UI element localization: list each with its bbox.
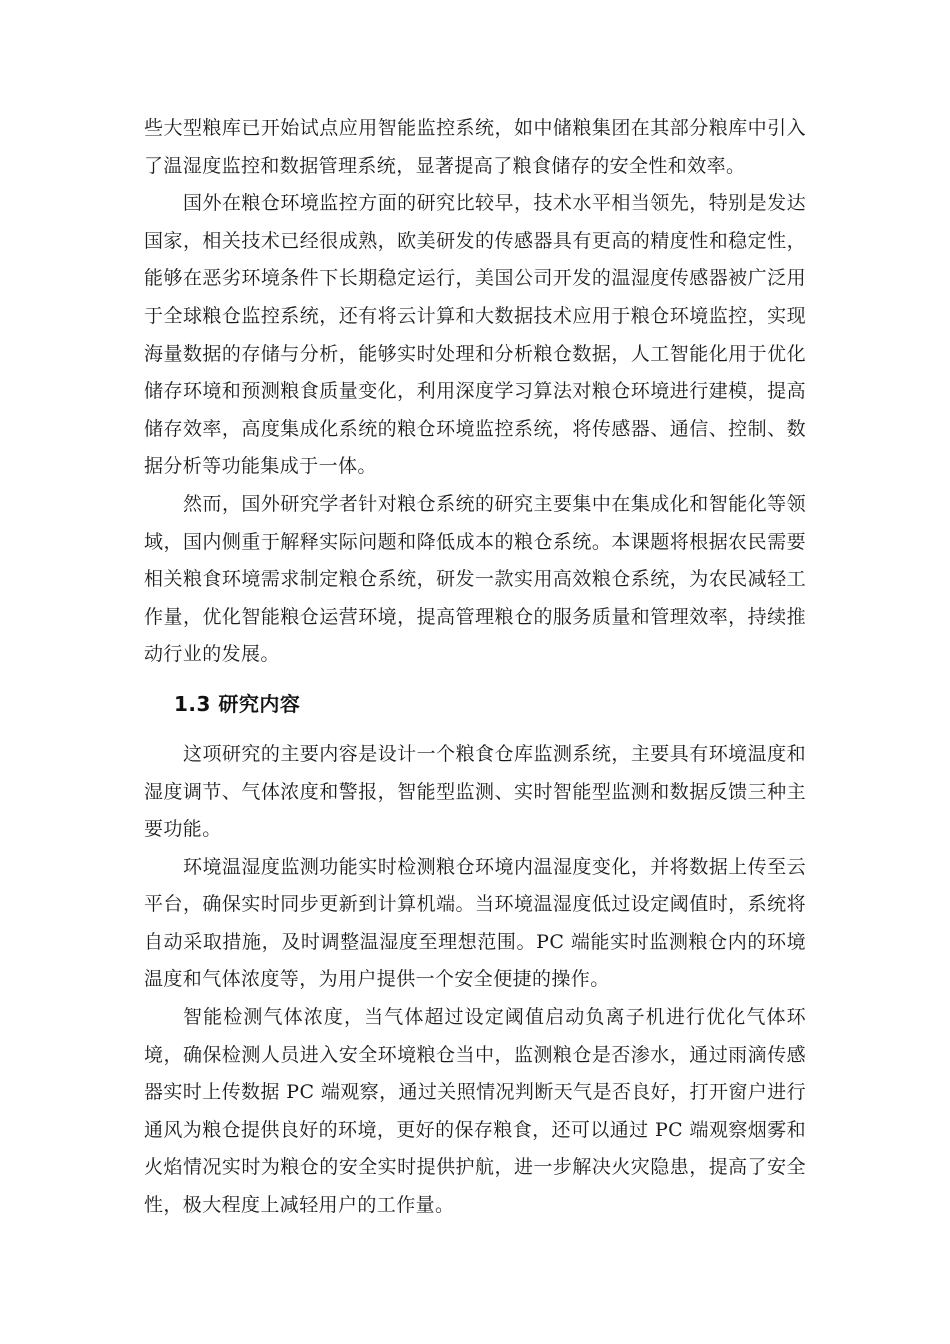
section-heading: 1.3 研究内容 bbox=[174, 691, 301, 716]
paragraph-foreign-research: 国外在粮仓环境监控方面的研究比较早，技术水平相当领先，特别是发达国家，相关技术已经很成熟，欧美研发的传感器具有更高的精度性和稳定性，能够在恶劣环境条件下长期稳定运行，美国公司开发的温湿度传感器被广泛用于全球粮仓监控系统，还有将云计算和大数据技术应用于粮仓环境监控，实现海量数据的存储与分析，能够实时处理和分析粮仓数据，人工智能化用于优化储存环境和预测粮食质量变化，利用深度学习算法对粮仓环境进行建模，提高储存效率，高度集成化系统的粮仓环境监控系统，将传感器、通信、控制、数据分析等功能集成于一体。 bbox=[144, 192, 806, 478]
paragraph-main-content: 这项研究的主要内容是设计一个粮食仓库监测系统，主要具有环境温度和湿度调节、气体浓度和警报，智能型监测、实时智能型监测和数据反馈三种主要功能。 bbox=[144, 742, 806, 841]
paragraph-research-focus: 然而，国外研究学者针对粮仓系统的研究主要集中在集成化和智能化等领域，国内侧重于解释实际问题和降低成本的粮仓系统。本课题将根据农民需要相关粮食环境需求制定粮仓系统，研发一款实用高效粮仓系统，为农民减轻工作量，优化智能粮仓运营环境，提高管理粮仓的服务质量和管理效率，持续推动行业的发展。 bbox=[144, 492, 806, 666]
paragraph-continued: 些大型粮库已开始试点应用智能监控系统，如中储粮集团在其部分粮库中引入了温湿度监控和数据管理系统，显著提高了粮食储存的安全性和效率。 bbox=[144, 117, 806, 177]
paragraph-temp-humidity: 环境温湿度监测功能实时检测粮仓环境内温湿度变化，并将数据上传至云平台，确保实时同步更新到计算机端。当环境温湿度低过设定阈值时，系统将自动采取措施，及时调整温湿度至理想范围。PC 端能实时监测粮仓内的环境温度和气体浓度等，为用户提供一个安全便捷的操作。 bbox=[144, 855, 806, 991]
paragraph-gas-detection: 智能检测气体浓度，当气体超过设定阈值启动负离子机进行优化气体环境，确保检测人员进入安全环境粮仓当中，监测粮仓是否渗水，通过雨滴传感器实时上传数据 PC 端观察，通过关照情况判断天气是否良好，打开窗户进行通风为粮仓提供良好的环境，更好的保存粮食，还可以通过 PC 端观察烟雾和火焰情况实时为粮仓的安全实时提供护航，进一步解决火灾隐患，提高了安全性，极大程度上减轻用户的工作量。 bbox=[144, 1006, 806, 1217]
document-page bbox=[144, 110, 806, 1225]
